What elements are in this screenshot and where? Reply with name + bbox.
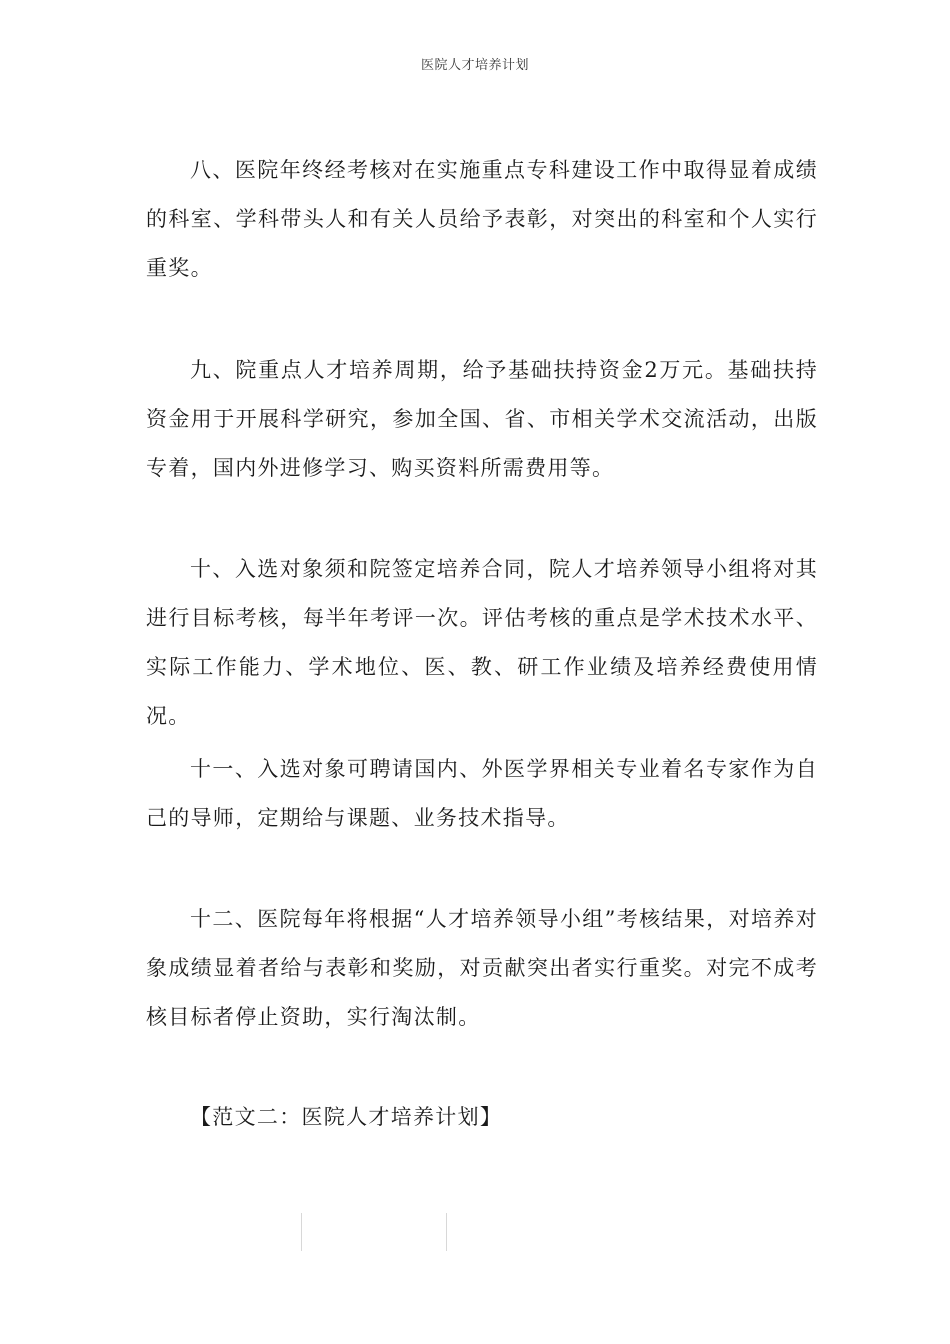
- faint-margin-line-right: [446, 1213, 447, 1251]
- paragraph-item-10: 十、入选对象须和院签定培养合同，院人才培养领导小组将对其进行目标考核，每半年考评一次。评估考核的重点是学术技术水平、实际工作能力、学术地位、医、教、研工作业绩及培养经费使用情况。: [146, 557, 818, 728]
- paragraph-item-12: 十二、医院每年将根据“人才培养领导小组”考核结果，对培养对象成绩显着者给与表彰和奖励，对贡献突出者实行重奖。对完不成考核目标者停止资助，实行淘汰制。: [146, 907, 818, 1029]
- paragraph-item-8: 八、医院年终经考核对在实施重点专科建设工作中取得显着成绩的科室、学科带头人和有关人员给予表彰，对突出的科室和个人实行重奖。: [146, 158, 818, 280]
- faint-margin-line-left: [301, 1213, 302, 1251]
- section-heading-sample-two: 【范文二：医院人才培养计划】: [190, 1105, 503, 1129]
- paragraph-item-11: 十一、入选对象可聘请国内、外医学界相关专业着名专家作为自己的导师，定期给与课题、业务技术指导。: [146, 757, 818, 830]
- paragraph-item-9: 九、院重点人才培养周期，给予基础扶持资金2万元。基础扶持资金用于开展科学研究，参加全国、省、市相关学术交流活动，出版专着，国内外进修学习、购买资料所需费用等。: [146, 358, 818, 480]
- page-header-title: 医院人才培养计划: [420, 58, 529, 73]
